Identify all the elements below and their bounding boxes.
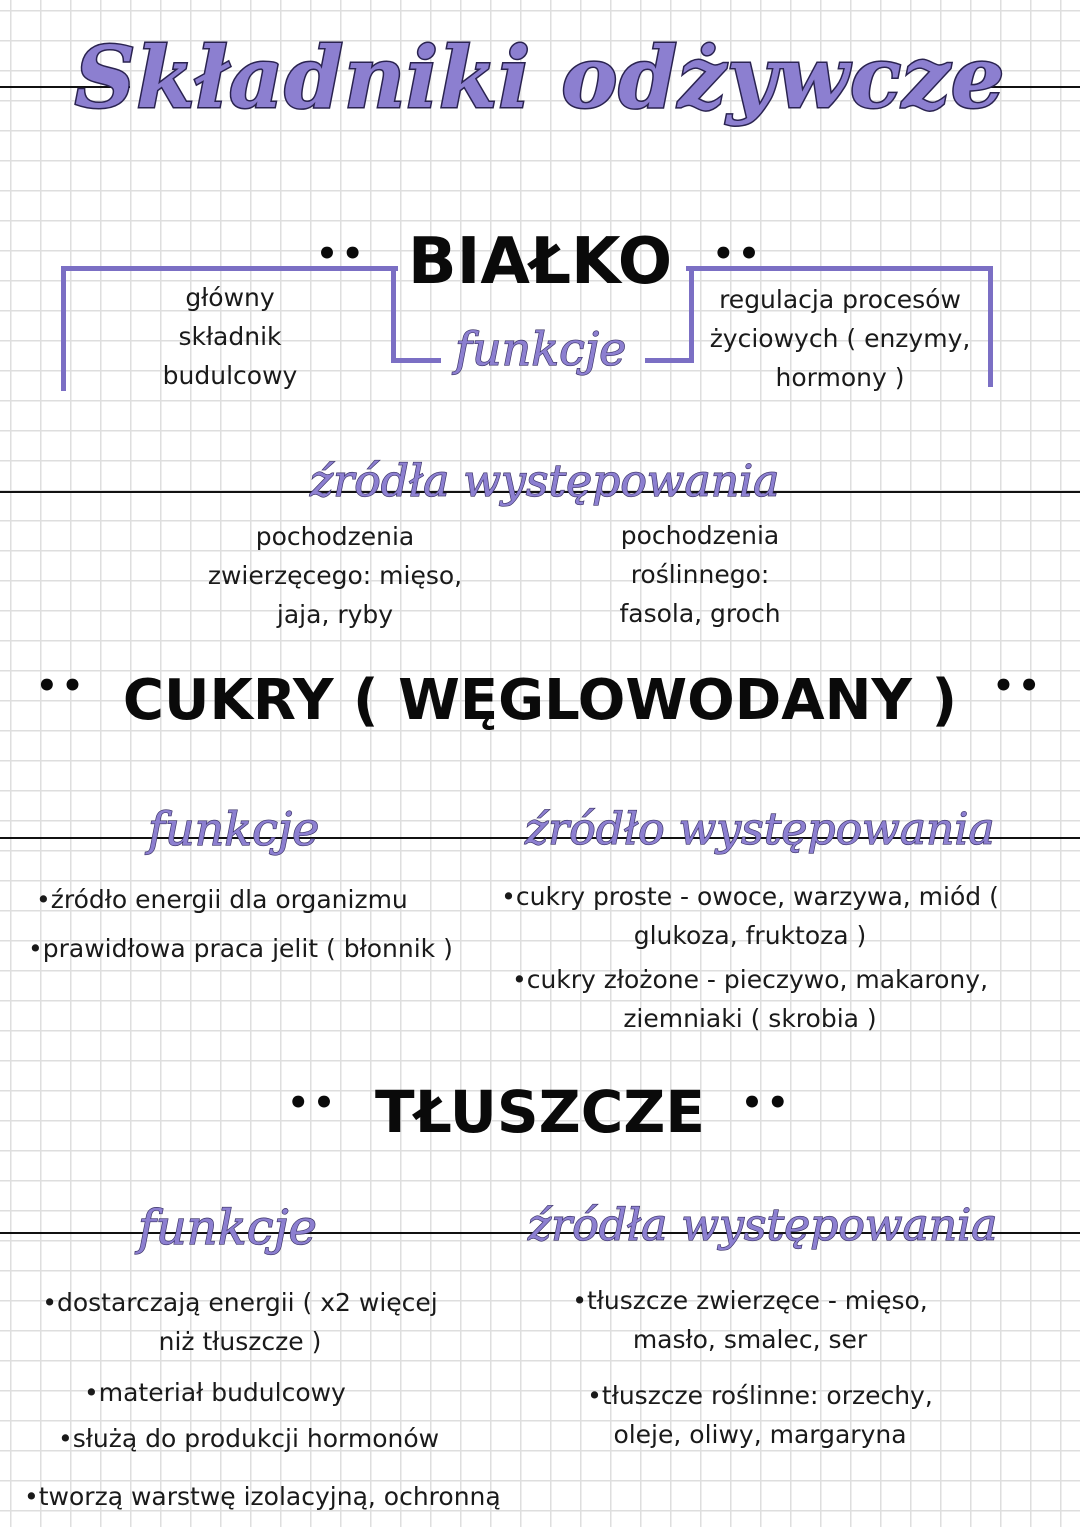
fats-functions-label: funkcje [138, 1200, 317, 1256]
protein-functions-label: funkcje [455, 322, 627, 376]
carbs-heading: CUKRY ( WĘGLOWODANY ) [122, 668, 958, 733]
fats-dots-left: •• [287, 1083, 339, 1123]
fats-dots-right: •• [741, 1083, 793, 1123]
protein-bracket-left-step [391, 266, 441, 363]
carbs-source-1: •cukry proste - owoce, warzywa, miód ( glukoza, fruktoza ) [501, 882, 999, 950]
fats-function-2: •materiał budulcowy [84, 1378, 346, 1407]
fats-function-4: •tworzą warstwę izolacyjną, ochronną [24, 1482, 501, 1511]
fats-function-1: •dostarczają energii ( x2 więcej niż tłuszcze ) [42, 1288, 438, 1356]
carbs-function-1: •źródło energii dla organizmu [36, 885, 408, 914]
page-title: Składniki odżywcze [74, 28, 1006, 127]
carbs-dots-right: •• [992, 666, 1045, 706]
carbs-sources-label: źródło występowania [525, 804, 995, 855]
protein-source-plant: pochodzenia roślinnego: fasola, groch [619, 521, 781, 628]
fats-function-3: •służą do produkcji hormonów [58, 1424, 440, 1453]
protein-dots-right: •• [712, 234, 764, 274]
protein-dots-left: •• [316, 234, 368, 274]
protein-function-right: regulacja procesów życiowych ( enzymy, hormony ) [709, 285, 971, 392]
protein-heading: BIAŁKO [407, 225, 673, 299]
carbs-function-2: •prawidłowa praca jelit ( błonnik ) [28, 934, 453, 963]
protein-function-left: główny składnik budulcowy [162, 283, 298, 390]
fats-heading: TŁUSZCZE [375, 1078, 705, 1146]
protein-sources-label: źródła występowania [310, 456, 780, 507]
carbs-dots-left: •• [35, 666, 88, 706]
fats-source-2: •tłuszcze roślinne: orzechy, oleje, oliwy, margaryna [587, 1381, 933, 1449]
fats-heading-row [0, 1078, 1080, 1146]
carbs-functions-label: funkcje [148, 802, 320, 856]
carbs-source-2: •cukry złożone - pieczywo, makarony, ziemniaki ( skrobia ) [511, 965, 989, 1033]
fats-sources-label: źródła występowania [528, 1200, 998, 1251]
carbs-heading-row [0, 666, 1080, 733]
protein-source-animal: pochodzenia zwierzęcego: mięso, jaja, ryby [207, 522, 463, 629]
fats-source-1: •tłuszcze zwierzęce - mięso, masło, smalec, ser [572, 1286, 928, 1354]
